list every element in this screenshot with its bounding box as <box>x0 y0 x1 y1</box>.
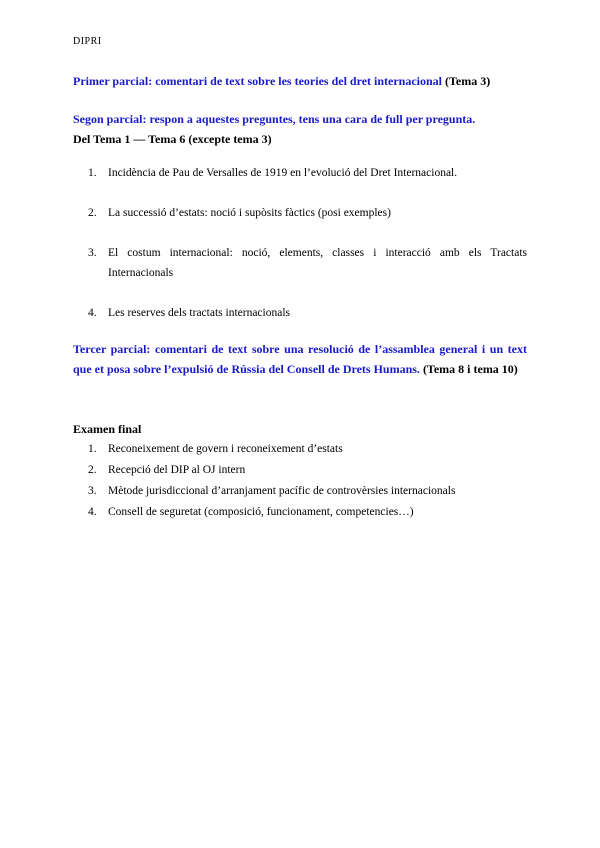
list-item-number: 3. <box>88 485 97 497</box>
list-item <box>73 439 527 459</box>
list-item-number: 2. <box>88 207 97 219</box>
list-item-number: 1. <box>88 167 97 179</box>
segon-parcial-subtitle: Del Tema 1 — Tema 6 (excepte tema 3) <box>73 132 272 146</box>
list-item-number: 4. <box>88 307 97 319</box>
primer-parcial-paragraph <box>73 71 527 91</box>
list-item-number: 4. <box>88 506 97 518</box>
list-item-text: Reconeixement de govern i reconeixement d’estats <box>108 443 343 455</box>
list-item <box>73 502 527 522</box>
list-item-text: Recepció del DIP al OJ intern <box>108 464 246 476</box>
tercer-parcial-title: Tercer parcial: comentari de text sobre una resolució de l’assamblea general i un text que et posa sobre l’expulsió de Rússia del Consell de Drets Humans. <box>73 342 527 376</box>
list-item-number: 1. <box>88 443 97 455</box>
list-item-text: Incidència de Pau de Versalles de 1919 en l’evolució del Dret Internacional. <box>108 167 458 179</box>
list-item <box>73 203 527 223</box>
segon-parcial-questions <box>73 163 527 323</box>
primer-parcial-title: Primer parcial: comentari de text sobre les teories del dret internacional <box>73 74 443 88</box>
primer-parcial-topic: (Tema 3) <box>442 74 491 88</box>
segon-parcial-title-text: Segon parcial: respon a aquestes preguntes, tens una cara de full per pregunta. <box>73 112 476 126</box>
tercer-parcial-topic: (Tema 8 i tema 10) <box>419 362 518 376</box>
list-item <box>73 243 527 283</box>
list-item-text: Consell de seguretat (composició, funcionament, competencies…) <box>108 506 414 518</box>
list-item-number: 2. <box>88 464 97 476</box>
examen-final-list <box>73 439 527 522</box>
segon-parcial-title <box>73 109 527 129</box>
list-item-text: La successió d’estats: noció i supòsits fàctics (posi exemples) <box>108 207 391 219</box>
list-item <box>73 163 527 183</box>
list-item-text: Les reserves dels tractats internacionals <box>108 307 291 319</box>
examen-final-title: Examen final <box>73 422 142 436</box>
tercer-parcial-paragraph <box>73 339 527 379</box>
list-item-text: Mètode jurisdiccional d’arranjament pacífic de controvèrsies internacionals <box>108 485 456 497</box>
list-item-text: El costum internacional: noció, elements, classes i interacció amb els Tractats Internacionals <box>108 247 527 279</box>
document-body <box>73 71 527 523</box>
page-header: DIPRI <box>73 36 102 47</box>
list-item <box>73 460 527 480</box>
list-item <box>73 481 527 501</box>
list-item-number: 3. <box>88 247 97 259</box>
list-item <box>73 303 527 323</box>
